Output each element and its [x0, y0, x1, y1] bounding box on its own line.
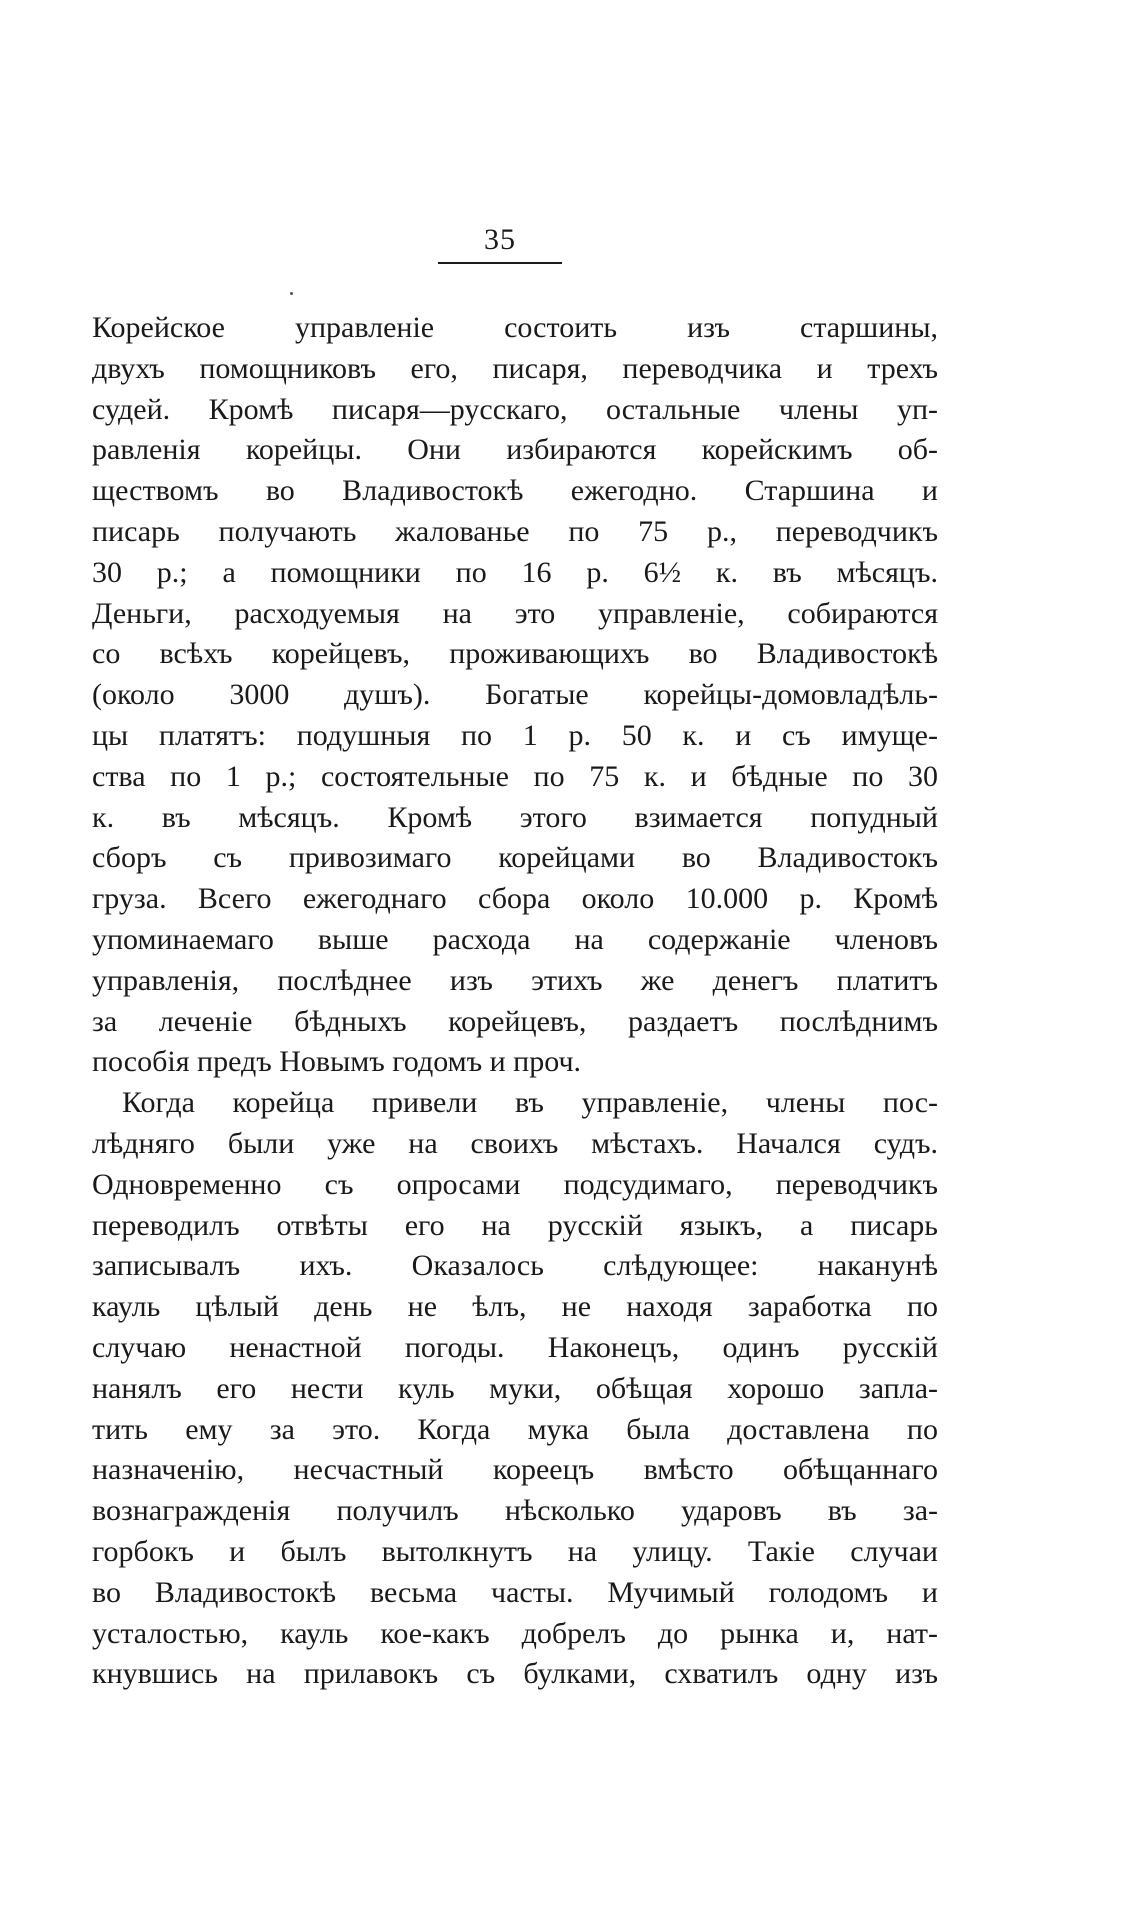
text-line: кнувшись на прилавокъ съ булками, схватилъ одну изъ — [92, 1657, 938, 1691]
text-line: судей. Кромѣ писаря—русскаго, остальные члены уп- — [92, 392, 938, 426]
text-line: случаю ненастной погоды. Наконецъ, одинъ русскій — [92, 1330, 938, 1364]
text-line: Деньги, расходуемыя на это управленіе, собираются — [92, 596, 938, 630]
page-number-rule — [438, 262, 562, 264]
text-line: тить ему за это. Когда мука была доставлена по — [92, 1412, 938, 1446]
text-line: груза. Всего ежегоднаго сбора около 10.000 р. Кромѣ — [92, 882, 938, 916]
text-line: ществомъ во Владивостокѣ ежегодно. Старшина и — [92, 474, 938, 508]
text-line: цы платятъ: подушныя по 1 р. 50 к. и съ имуще- — [92, 718, 938, 752]
text-line: сборъ съ привозимаго корейцами во Владивостокъ — [92, 841, 938, 875]
print-speck — [290, 292, 293, 295]
body-text — [92, 308, 938, 1695]
text-line: ства по 1 р.; состоятельные по 75 к. и бѣдные по 30 — [92, 759, 938, 793]
text-line: равленія корейцы. Они избираются корейскимъ об- — [92, 433, 938, 467]
text-line: к. въ мѣсяцъ. Кромѣ этого взимается попудный — [92, 800, 938, 834]
text-line: Когда корейца привели въ управленіе, члены пос- — [122, 1086, 938, 1120]
text-line: лѣдняго были уже на своихъ мѣстахъ. Начался судъ. — [92, 1126, 938, 1160]
paragraph-1 — [92, 308, 938, 1083]
text-line: записывалъ ихъ. Оказалось слѣдующее: наканунѣ — [92, 1249, 938, 1283]
text-line: переводилъ отвѣты его на русскій языкъ, а писарь — [92, 1208, 938, 1242]
text-line: двухъ помощниковъ его, писаря, переводчика и трехъ — [92, 351, 938, 385]
text-line: кауль цѣлый день не ѣлъ, не находя заработка по — [92, 1290, 938, 1324]
text-line: писарь получають жалованье по 75 р., переводчикъ — [92, 514, 938, 548]
text-line: вознагражденія получилъ нѣсколько ударовъ въ за- — [92, 1494, 938, 1528]
text-line: Одновременно съ опросами подсудимаго, переводчикъ — [92, 1167, 938, 1201]
paragraph-2 — [92, 1083, 938, 1695]
text-line: (около 3000 душъ). Богатые корейцы-домовладѣль- — [92, 678, 938, 712]
text-line: управленія, послѣднее изъ этихъ же денегъ платитъ — [92, 963, 938, 997]
text-line: нанялъ его нести куль муки, обѣщая хорошо запла- — [92, 1371, 938, 1405]
text-line: пособія предъ Новымъ годомъ и проч. — [92, 1045, 582, 1079]
text-line: упоминаемаго выше расхода на содержаніе членовъ — [92, 922, 938, 956]
text-line: горбокъ и былъ вытолкнутъ на улицу. Такіе случаи — [92, 1534, 938, 1568]
text-line: со всѣхъ корейцевъ, проживающихъ во Владивостокѣ — [92, 637, 938, 671]
text-line: за леченіе бѣдныхъ корейцевъ, раздаетъ послѣднимъ — [92, 1004, 938, 1038]
text-line: назначенію, несчастный кореецъ вмѣсто обѣщаннаго — [92, 1453, 938, 1487]
text-line: Корейское управленіе состоить изъ старшины, — [92, 311, 938, 344]
text-line: 30 р.; а помощники по 16 р. 6½ к. въ мѣсяцъ. — [92, 555, 938, 589]
page-number: 35 — [484, 223, 516, 256]
text-line: усталостью, кауль кое-какъ добрелъ до рынка и, нат- — [92, 1616, 938, 1650]
text-line: во Владивостокѣ весьма часты. Мучимый голодомъ и — [92, 1575, 938, 1609]
